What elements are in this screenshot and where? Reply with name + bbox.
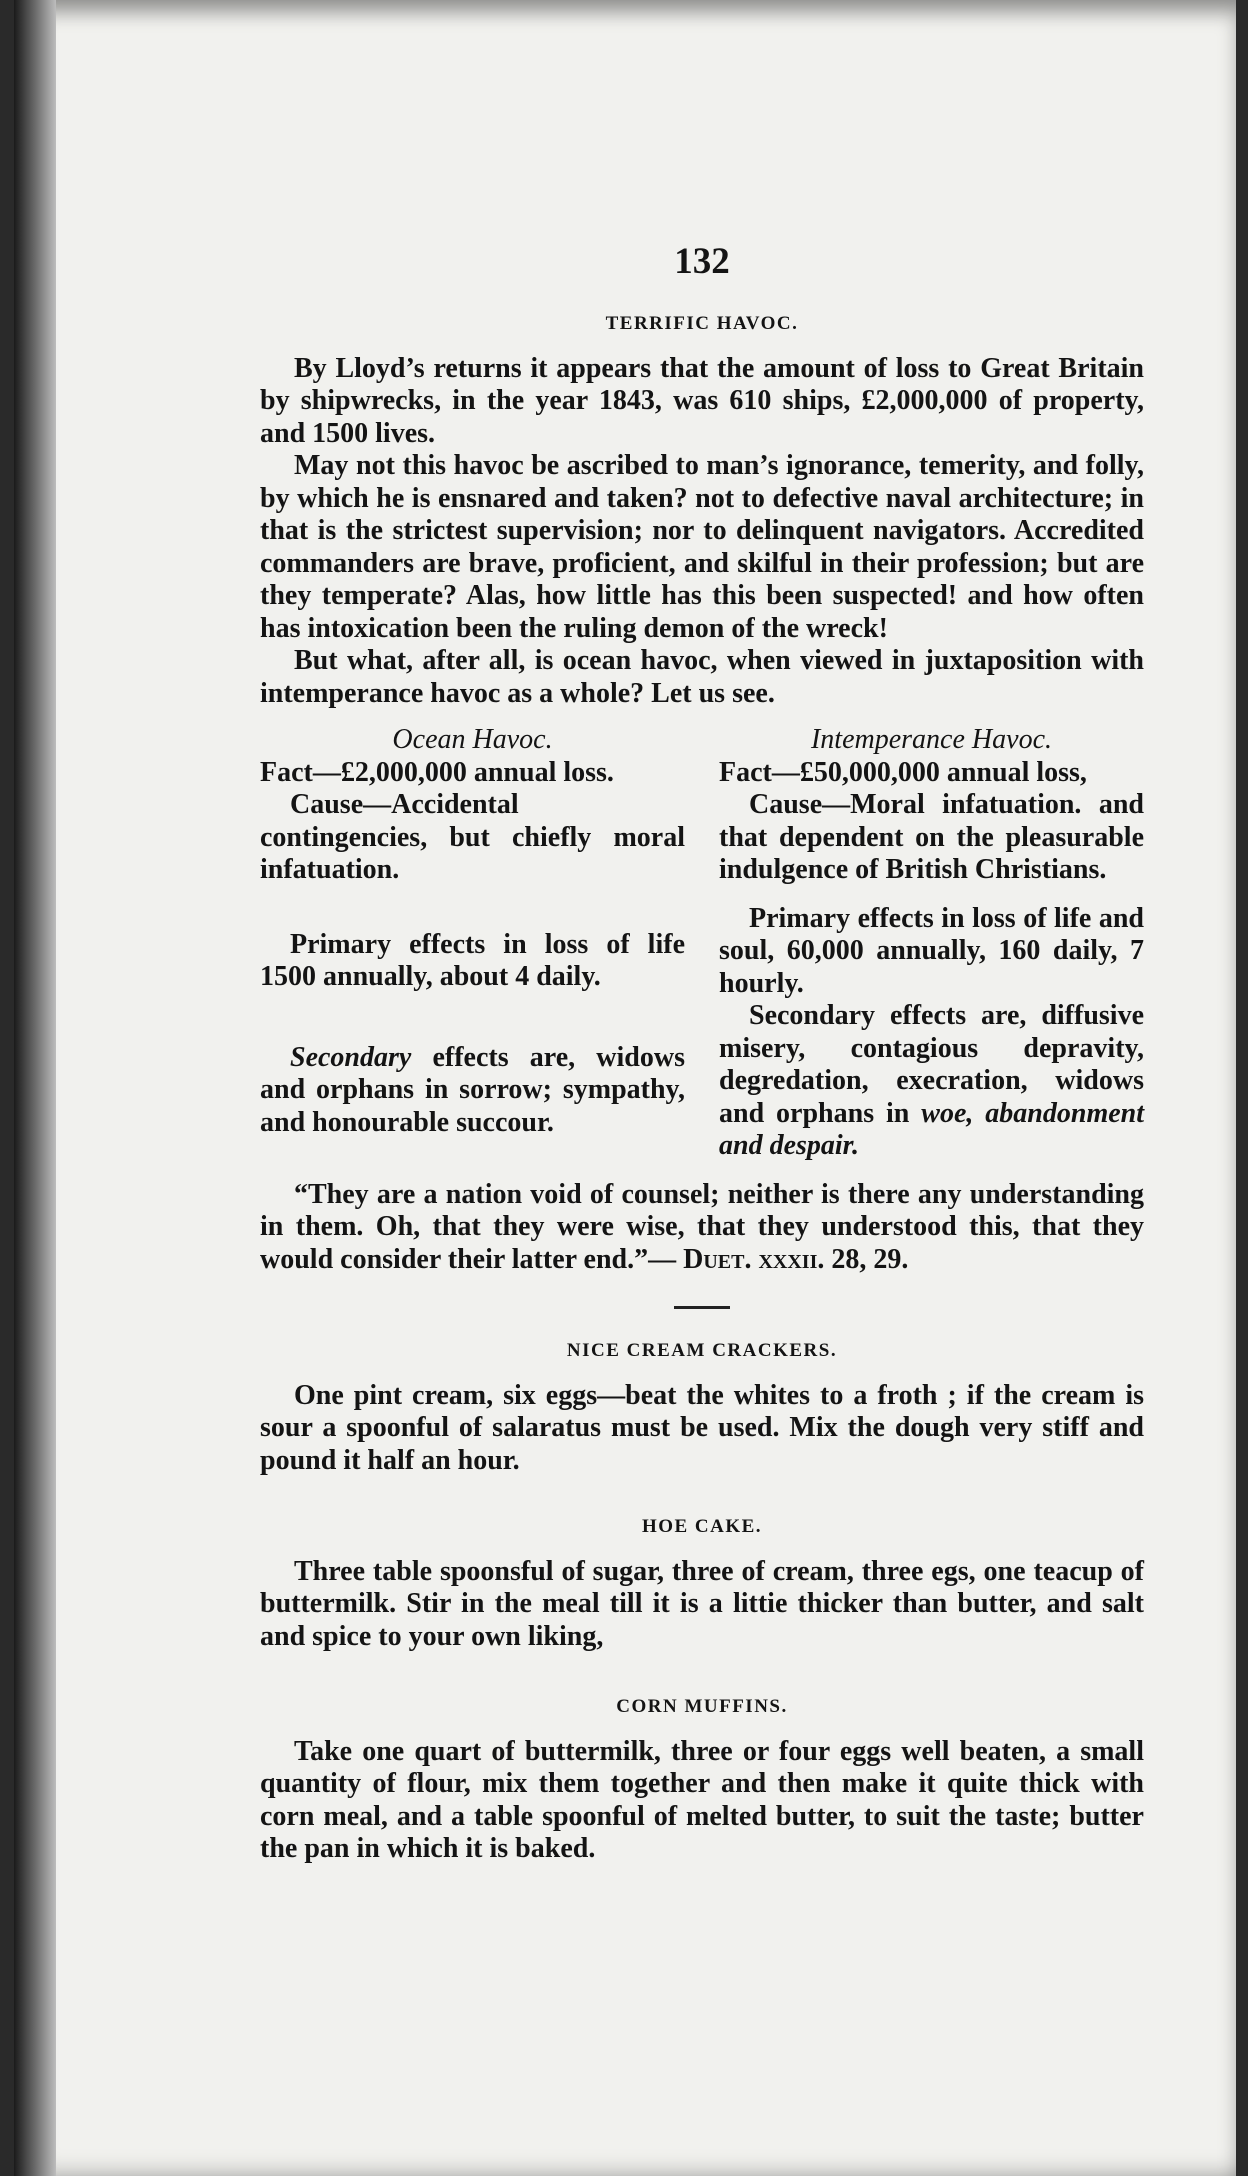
intemperance-fact: Fact—£50,000,000 annual loss, bbox=[719, 756, 1087, 788]
intemperance-primary-effects: Primary effects in loss of life and soul, 60,000 annually, 160 daily, 7 hourly. bbox=[719, 902, 1144, 999]
ocean-havoc-title: Ocean Havoc. bbox=[392, 724, 553, 755]
intemperance-cause: Cause—Moral infatuation. and that dependent on the pleasurable indulgence of British Christians. bbox=[719, 789, 1144, 885]
page-number: 132 bbox=[674, 241, 730, 282]
havoc-paragraph-2: May not this havoc be ascribed to man’s ignorance, temerity, and folly, by which he is ensnared and taken? not to defective naval architecture; in that is the strictest supervision; nor to delinquent navigators. Accredited commanders are brave, proficient, and skilful in their profession; but are they temperate? Alas, how little has this been suspected! and how often has intoxication been the ruling demon of the wreck! bbox=[260, 450, 1144, 644]
intemperance-secondary-text: Secondary effects are, diffusive misery, contagious depravity, degredation, execration, widows and orphans in bbox=[719, 1000, 1144, 1129]
ocean-havoc-column bbox=[260, 724, 685, 1163]
intemperance-havoc-title: Intemperance Havoc. bbox=[810, 724, 1052, 755]
intemperance-secondary-emphasis: woe, abandonment and despair. bbox=[719, 1097, 1144, 1161]
heading-hoe-cake: HOE CAKE. bbox=[641, 1516, 763, 1537]
ocean-primary-effects: Primary effects in loss of life 1500 annually, about 4 daily. bbox=[260, 928, 685, 992]
havoc-paragraph-3: But what, after all, is ocean havoc, when viewed in juxtaposition with intemperance havoc as a whole? Let us see. bbox=[260, 645, 1144, 709]
section-divider bbox=[674, 1306, 730, 1309]
scripture-quote bbox=[260, 1179, 1144, 1277]
quote-text: “They are a nation void of counsel; neither is there any understanding in them. Oh, that they were wise, that they understood this, that they would consider their latter end.”— bbox=[260, 1178, 1144, 1275]
havoc-paragraph-1: By Lloyd’s returns it appears that the amount of loss to Great Britain by shipwrecks, in the year 1843, was 610 ships, £2,000,000 of property, and 1500 lives. bbox=[260, 352, 1144, 449]
cream-crackers-recipe: One pint cream, six eggs—beat the whites to a froth ; if the cream is sour a spoonful of salaratus must be used. Mix the dough very stiff and pound it half an hour. bbox=[260, 1379, 1144, 1476]
quote-reference: Duet. xxxii. 28, 29. bbox=[683, 1243, 909, 1275]
page-content bbox=[260, 240, 1144, 1866]
book-page bbox=[14, 0, 1236, 2176]
ocean-fact: Fact—£2,000,000 annual loss. bbox=[260, 756, 614, 788]
intemperance-havoc-column bbox=[719, 724, 1144, 1163]
ocean-secondary-text: effects are, widows and orphans in sorrow; sympathy, and honourable succour. bbox=[260, 1041, 685, 1138]
intemperance-secondary-effects bbox=[719, 1000, 1144, 1163]
heading-cream-crackers: NICE CREAM CRACKERS. bbox=[566, 1340, 838, 1361]
book-spine bbox=[14, 0, 56, 2176]
heading-corn-muffins: CORN MUFFINS. bbox=[616, 1696, 788, 1717]
ocean-secondary-effects bbox=[260, 1042, 685, 1140]
ocean-secondary-label: Secondary bbox=[290, 1041, 412, 1073]
heading-terrific-havoc: TERRIFIC HAVOC. bbox=[605, 313, 799, 334]
hoe-cake-recipe: Three table spoonsful of sugar, three of cream, three egs, one teacup of buttermilk. Stir in the meal till it is a littie thicker than butter, and salt and spice to your own liking, bbox=[260, 1555, 1144, 1652]
corn-muffins-recipe: Take one quart of buttermilk, three or four eggs well beaten, a small quantity of flour, mix them together and then make it quite thick with corn meal, and a table spoonful of melted butter, to suit the taste; butter the pan in which it is baked. bbox=[260, 1735, 1144, 1864]
comparison-columns bbox=[260, 724, 1144, 1163]
ocean-cause: Cause—Accidental contingencies, but chiefly moral infatuation. bbox=[260, 789, 685, 885]
